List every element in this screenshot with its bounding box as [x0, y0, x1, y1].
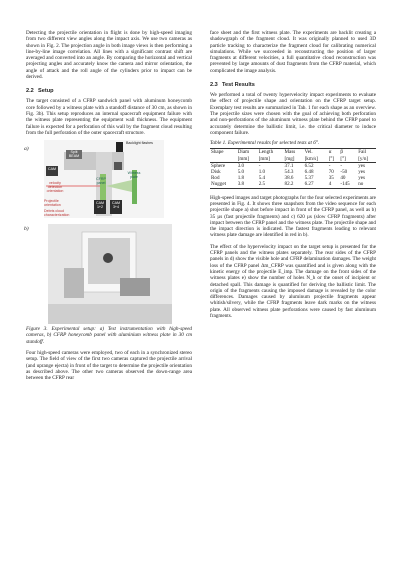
table-unit-cell: [mg]: [284, 156, 304, 163]
paragraph: face sheet and the first witness plate. The experiments are backlit creating a shadowgraph of the fragment cloud. It was originally planned to used 3D particle tracking to characterize the fragment cloud for calibrating numerical simulations. While we succeeded in reconstructing the position of larger fragments at different velocities, a full quantitative cloud reconstruction was prevented by large amounts of dust fragments from the CFRP material, which complicated the image analysis.: [210, 30, 376, 74]
section-title: Setup: [38, 88, 54, 95]
paragraph: Detecting the projectile orientation in flight is done by high-speed imaging from two different view angles along the impact axis. We use two cameras as shown in Fig. 2. The projection angle in both image views is then performing a line-by-line image correlation. All lines with a significant contrast shift are averaged and converted into an angle. By comparing the horizontal and vertical projecting angles and accurately know the camera and mirror orientation, the angle of attack and the roll angle of the cylinders prior to impact can be derived.: [26, 30, 192, 81]
figure-caption: Figure 3. Experimental setup: a) Test instrumentation with high-speed cameras, b) CFRP honeycomb panel with aluminium witness plate in 30 cm standoff.: [26, 326, 192, 345]
table-cell: 37.1: [284, 162, 294, 169]
witness-plate-label: Witness plate: [127, 171, 141, 180]
results-table: [210, 148, 376, 188]
cam12-label: CAM 1+2: [96, 201, 104, 210]
cfrp-label: CFRP panel: [96, 177, 106, 186]
table-unit-cell: [°]: [339, 156, 357, 163]
table-cell: yes: [358, 162, 365, 169]
table-cell: yes: [358, 169, 365, 176]
table-row: [210, 181, 376, 188]
paragraph: We performed a total of twenty hypervelocity impact experiments to evaluate the effect of projectile shape and orientation on the CFRP target setup. Exemplary test results are summarized in Tab. 1 for each shape as an overview. The projectile sizes were chosen with the goal of achieving both perforation and non-perforations of the aluminum witness plate behind the CFRP panel to accurately determine the ballistic limit, i.e. the critical diameter to induce component failure.: [210, 92, 376, 136]
table-cell: Rod: [211, 175, 220, 182]
table-cell: 2.5: [258, 181, 284, 188]
table-header-cell: α: [328, 149, 340, 156]
split-beam-label: Split BEAM: [68, 150, 80, 159]
cam34-label: CAM 3+4: [112, 201, 120, 210]
table-cell: Sphere: [211, 162, 226, 169]
section-title: Test Results: [222, 82, 255, 89]
table-cell: Nugget: [210, 181, 237, 188]
table-header-cell: Mass: [284, 149, 304, 156]
table-cell: -50: [340, 169, 348, 176]
table-unit-cell: [°]: [328, 156, 340, 163]
paragraph: The target consisted of a CFRP sandwich panel with aluminum honeycomb core followed by a witness plate with a standoff distance of 30 cm, as shown in Fig. 3b). This setup reproduces an internal spacecraft equipment failure with the witness plate representing the equipment wall thickness. The equipment failure is expected for a perforation of this wall by the fragment cloud resulting from the full perforation of the outer spacecraft structure.: [26, 98, 192, 136]
table-header-cell: Vel.: [304, 149, 328, 156]
table-unit-cell: [y/n]: [357, 156, 376, 163]
table-header-row: [210, 149, 376, 156]
table-header-cell: Fail: [357, 149, 376, 156]
setup-photo: [48, 224, 172, 324]
table-cell: 82.2: [284, 181, 304, 188]
table-cell: -: [258, 162, 261, 169]
table-cell: 3.0: [237, 162, 245, 169]
velocity-label: velocity detection orientation: [46, 181, 64, 193]
left-column: [26, 30, 192, 382]
camera-label: CAM: [48, 167, 56, 172]
table-cell: 5.4: [258, 175, 266, 182]
paragraph: Four high-speed cameras were employed, two of each in a synchronized stereo setup. The field of view of the first two cameras captured the projectile arrival (and uprange ejecta) in front of the target to determine the projectile orientation as described above. The other two cameras observed the down-range area between the CFRP rear: [26, 350, 192, 382]
paragraph: The effect of the hypervelocity impact on the target setup is presented for the CFRP panels and the witness plates separately. The rear sides of the CFRP panels in d) show the visible hole and CFRP delamination damages. The weight loss of the CFRP panel Δm_CFRP was quantified and is given along with the kinetic energy of the projectile E_imp. The damage on the front sides of the witness plates e) show the number of holes N_h or the onset of incipient or detached spall. This damage is quantified for deriving the ballistic limit. The origin of the fragments causing the imposed damage is revealed by the color differences. Damages caused by aluminum projectile fragments appear whitish/silvery, while the CFRP fragments leave dark marks on the witness plate. All observed witness plate perforations were caused by fast aluminum fragments.: [210, 243, 376, 320]
table-cell: 3.8: [237, 181, 258, 188]
table-cell: Disk: [211, 169, 221, 176]
table-header-cell: Diam: [237, 149, 258, 156]
backlight-label: Backlight flashes: [126, 141, 153, 146]
section-number: 2.2: [26, 88, 34, 95]
table-cell: -: [328, 162, 331, 169]
table-cell: 5.37: [304, 175, 314, 182]
table-cell: yes: [358, 175, 365, 182]
paragraph: High-speed images and target photographs for the four selected experiments are presented in Fig. 4. It shows three snapshots from the video sequence for each projectile shape a) shot before impact in front of the CFRP panel, as well as b) 35 µs (fast projectile fragments) and c) 620 µs (slow CFRP fragments) after impact between the CFRP panel and the witness plate. The projectile shape and the impact direction is indicated. The fastest fragments leading to relevant witness plate damage are identified in red in b).: [210, 194, 376, 239]
table-cell: 1.0: [258, 169, 266, 176]
debris-label: Debris cloud characterization: [44, 209, 70, 218]
subfigure-label-b: b): [24, 226, 29, 233]
right-column: [210, 30, 376, 319]
table-header-cell: Shape: [210, 149, 237, 156]
table-cell: 5.0: [237, 169, 245, 176]
table-header-cell: Length: [258, 149, 284, 156]
table-cell: -: [340, 162, 343, 169]
table-cell: 54.3: [284, 169, 294, 176]
table-cell: 6.48: [304, 169, 314, 176]
table-caption: Table 1. Experimental results for selected tests at 6°.: [210, 140, 320, 147]
table-cell: -145: [339, 181, 357, 188]
section-number: 2.3: [210, 82, 218, 89]
table-cell: 4: [328, 181, 340, 188]
table-cell: 6.27: [304, 181, 328, 188]
table-cell: 6.52: [304, 162, 314, 169]
subfigure-label-a: a): [24, 146, 29, 153]
projectile-orientation-label: Projectile orientation: [44, 199, 61, 208]
table-cell: 38.6: [284, 175, 294, 182]
table-units-row: [210, 156, 376, 163]
table-cell: 1.8: [237, 175, 245, 182]
table-unit-cell: [mm]: [258, 156, 284, 163]
table-cell: 40: [340, 175, 346, 182]
table-cell: 70: [328, 169, 334, 176]
figure-3: [26, 140, 192, 326]
table-cell: no: [357, 181, 376, 188]
table-unit-cell: [km/s]: [304, 156, 328, 163]
table-unit-cell: [mm]: [237, 156, 258, 163]
table-row: [210, 162, 376, 169]
table-cell: 35: [328, 175, 334, 182]
table-unit-cell: [210, 156, 237, 163]
table-header-cell: β: [339, 149, 357, 156]
